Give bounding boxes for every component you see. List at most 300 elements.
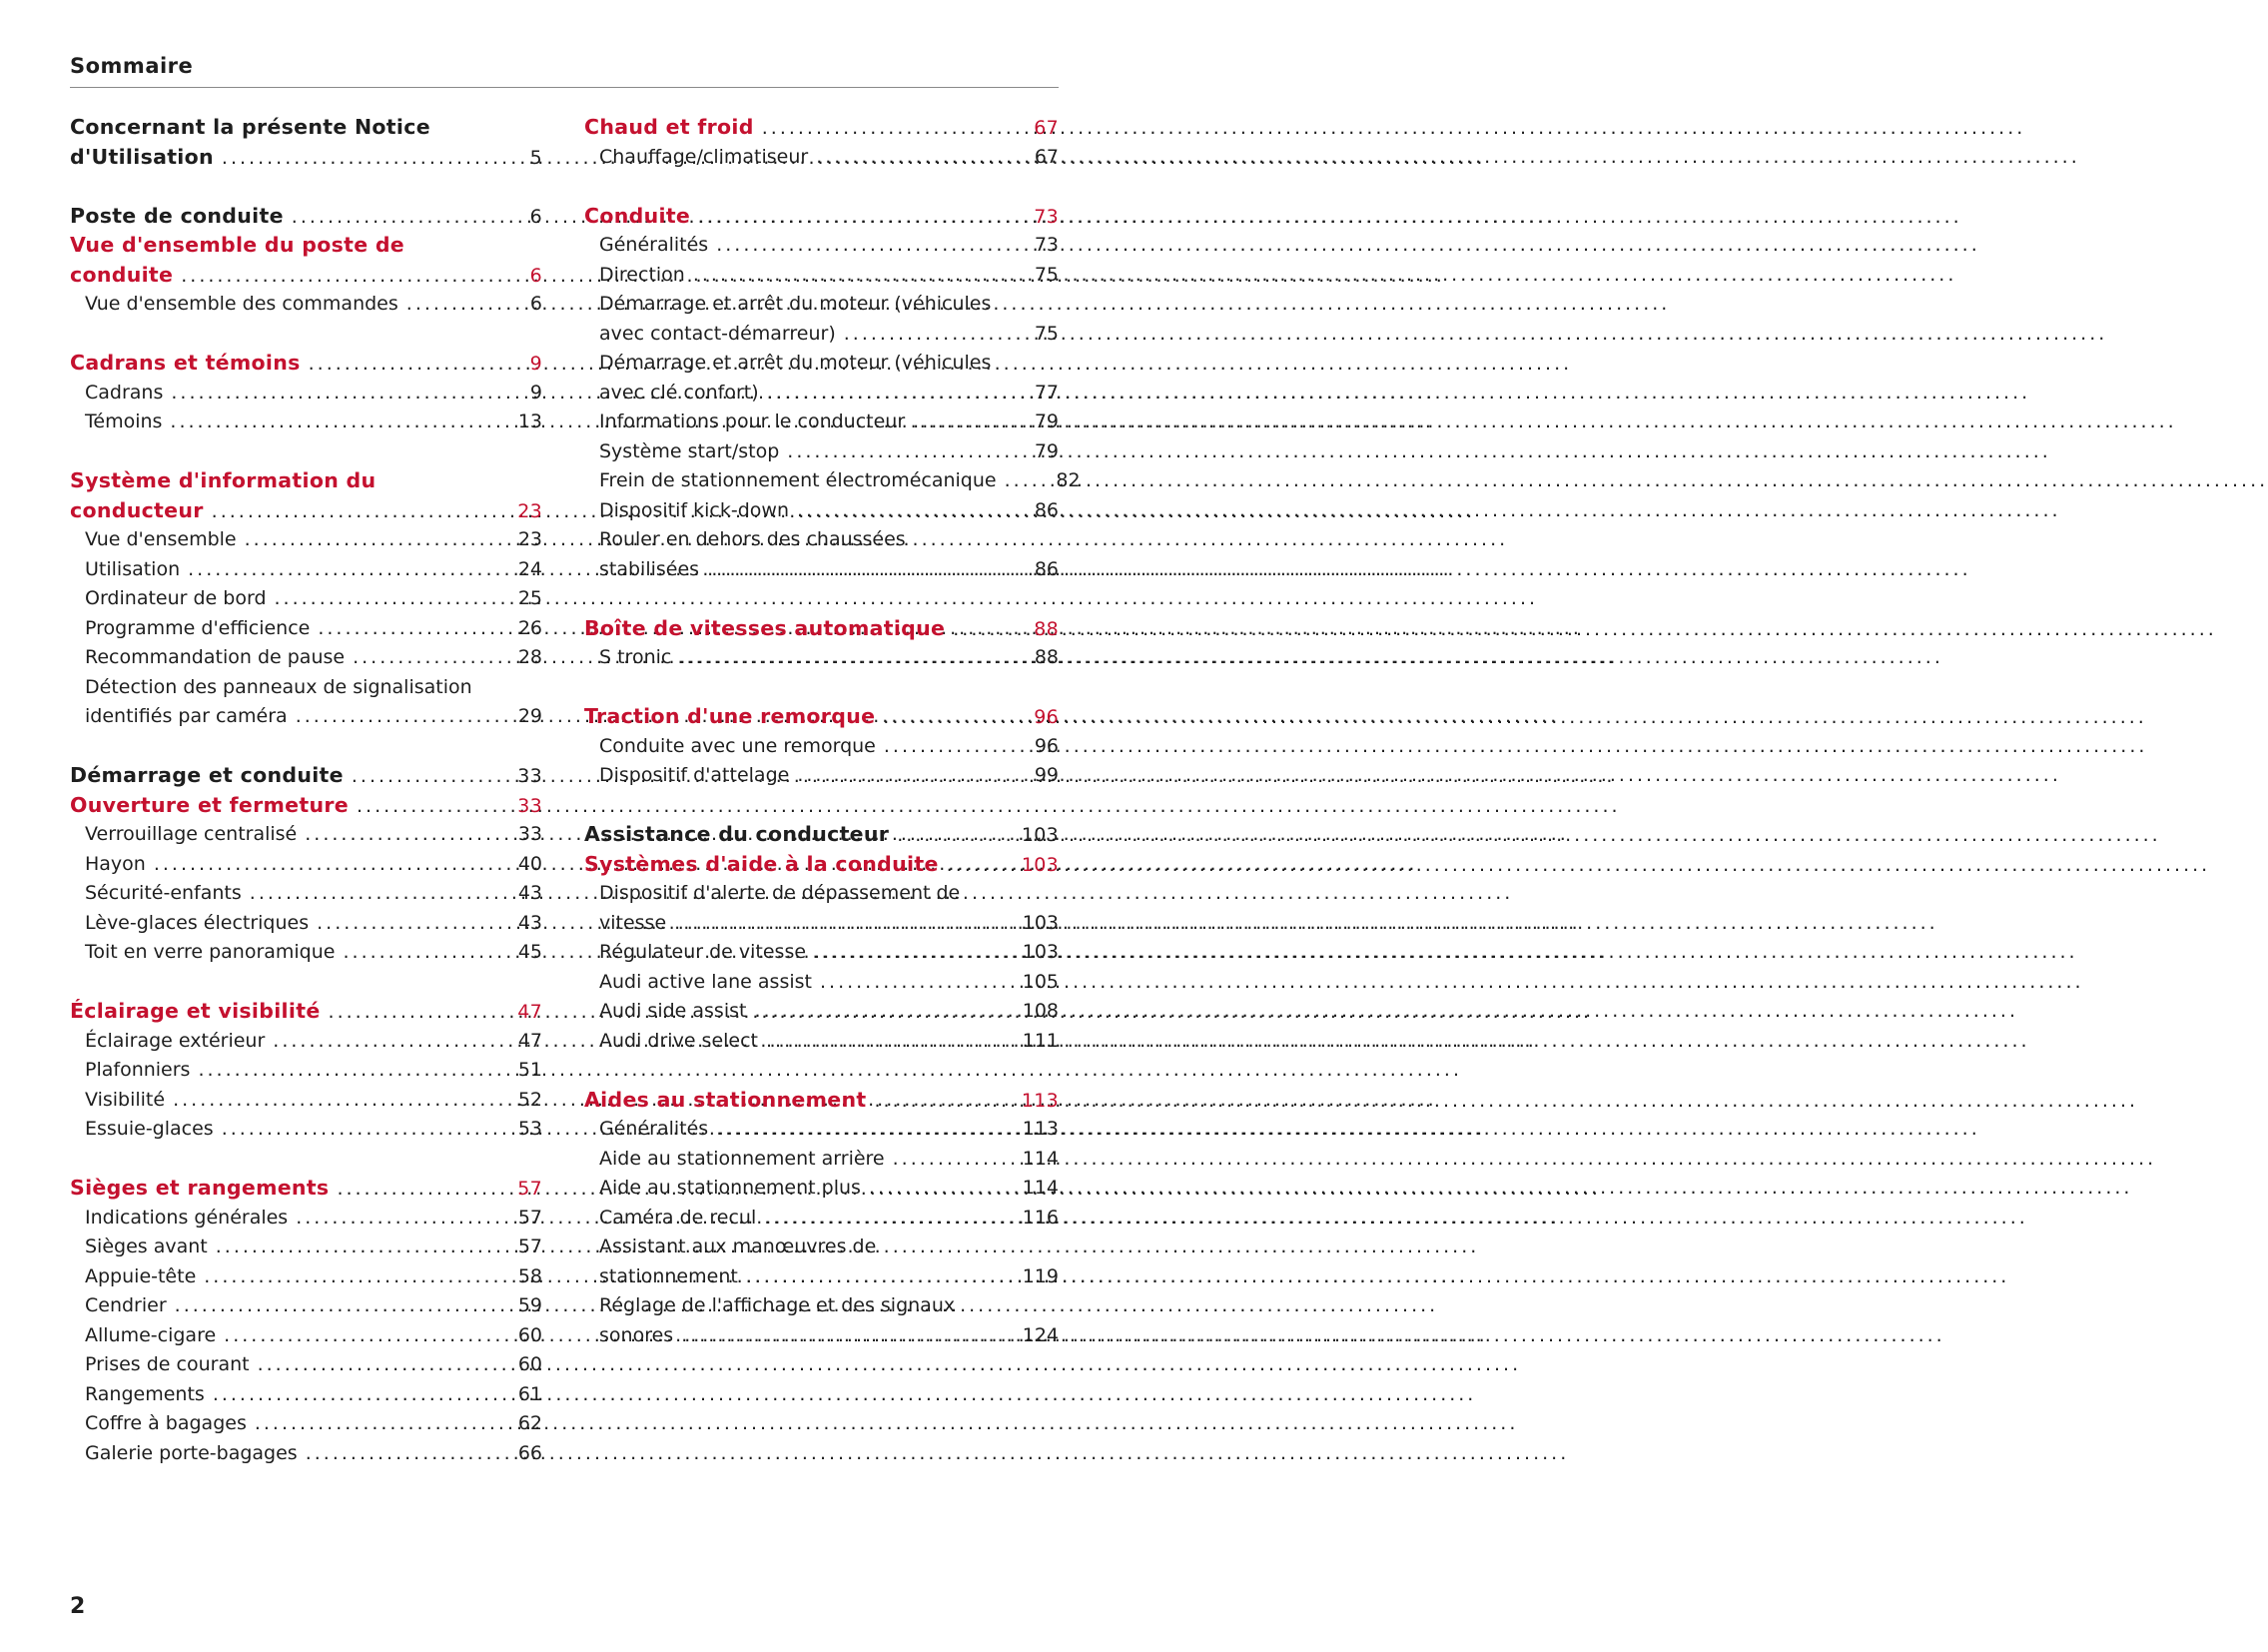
toc-entry-title: avec contact-démarreur)	[599, 322, 836, 345]
toc-entry-title: conducteur	[70, 497, 204, 522]
dot-leader	[814, 938, 997, 968]
dot-leader	[250, 879, 480, 909]
toc-entry-line	[599, 732, 1059, 762]
toc-section-entry[interactable]	[584, 1115, 1059, 1145]
toc-entry-title: Démarrage et arrêt du moteur (véhicules	[599, 352, 992, 374]
toc-page-number: 45	[517, 941, 542, 963]
toc-page-number: 103	[1022, 941, 1059, 963]
toc-page-number: 51	[517, 1059, 542, 1081]
toc-entry-line	[599, 1291, 1059, 1321]
toc-entry-line	[599, 1027, 1059, 1057]
toc-chapter-entry[interactable]	[70, 113, 542, 172]
toc-page-number: 75	[1034, 322, 1059, 345]
toc-entry-line	[599, 1262, 1059, 1292]
toc-page-number: 88	[1034, 646, 1059, 668]
toc-section-entry[interactable]	[70, 643, 542, 673]
dot-leader	[224, 1321, 480, 1351]
dot-leader	[797, 761, 997, 791]
section-spacer	[584, 1056, 1059, 1086]
toc-page-number: 28	[517, 646, 542, 668]
toc-entry-line	[584, 820, 1059, 850]
toc-page-number: 47	[517, 1001, 542, 1023]
toc-section-entry[interactable]	[70, 614, 542, 644]
toc-entry-line	[599, 1115, 1059, 1145]
toc-entry-line	[599, 761, 1059, 791]
dot-leader	[874, 1087, 997, 1117]
toc-page-number: 67	[1034, 117, 1059, 139]
dot-leader	[343, 938, 480, 968]
toc-page-number: 116	[1022, 1206, 1059, 1229]
dot-leader	[306, 1439, 480, 1469]
toc-entry-line	[85, 290, 542, 320]
toc-section-entry[interactable]	[584, 290, 1059, 349]
toc-entry-line	[599, 643, 1059, 673]
toc-page-number: 86	[1034, 557, 1059, 580]
toc-entry-title: identifiés par caméra	[85, 705, 288, 727]
toc-section-entry[interactable]	[584, 879, 1059, 938]
toc-entry-title: Vue d'ensemble	[85, 528, 237, 550]
toc-entry-title: stabilisées	[599, 557, 700, 580]
dot-leader	[679, 643, 997, 673]
dot-leader	[681, 1321, 997, 1351]
toc-entry-line	[85, 1350, 542, 1380]
toc-section-entry[interactable]	[70, 1380, 542, 1410]
dot-leader	[170, 408, 480, 437]
toc-entry-title: Système d'information du	[70, 468, 377, 492]
toc-entry-title: Chaud et froid	[584, 115, 754, 139]
toc-page-number: 82	[1056, 469, 1081, 491]
toc-entry-title: Sièges et rangements	[70, 1176, 330, 1200]
toc-section-entry[interactable]	[70, 408, 542, 437]
toc-entry-line	[85, 879, 542, 909]
toc-section-entry[interactable]	[70, 1204, 542, 1234]
toc-entry-title: Essuie-glaces	[85, 1118, 214, 1140]
toc-entry-line	[85, 614, 542, 644]
toc-entry-title: Hayon	[85, 852, 146, 875]
toc-section-entry[interactable]	[70, 1321, 542, 1351]
toc-entry-title: Informations pour le conducteur	[599, 411, 906, 432]
toc-section-entry[interactable]	[70, 850, 542, 880]
dot-leader	[1005, 466, 1019, 496]
toc-entry-title: Chauffage/climatiseur	[599, 145, 809, 168]
toc-page-number: 75	[1034, 263, 1059, 286]
section-spacer	[584, 791, 1059, 821]
page-number: 2	[70, 1594, 86, 1619]
toc-section-entry[interactable]	[584, 261, 1059, 291]
toc-entry-line	[584, 202, 1059, 232]
dot-leader	[309, 350, 480, 380]
toc-section-entry[interactable]	[584, 525, 1059, 584]
toc-entry-title: Détection des panneaux de signalisation	[85, 675, 472, 698]
toc-section-entry[interactable]	[70, 525, 542, 555]
toc-chapter-entry[interactable]	[70, 466, 542, 525]
toc-entry-title: Rouler en dehors des chaussées	[599, 528, 906, 550]
toc-page-number: 40	[517, 852, 542, 875]
toc-chapter-entry[interactable]	[70, 761, 542, 791]
toc-section-entry[interactable]	[584, 143, 1059, 173]
toc-entry-line	[70, 202, 542, 232]
toc-entry-title: Audi active lane assist	[599, 970, 812, 993]
dot-leader	[181, 262, 480, 292]
toc-entry-line	[599, 525, 1059, 555]
toc-entry-line	[584, 614, 1059, 644]
toc-entry-title: Poste de conduite	[70, 203, 284, 228]
toc-entry-title: Toit en verre panoramique	[85, 941, 336, 963]
toc-entry-title: Dispositif kick-down	[599, 498, 789, 521]
toc-entry-line	[599, 290, 1059, 320]
toc-page-number: 79	[1034, 439, 1059, 462]
toc-entry-title: conduite	[70, 262, 174, 287]
toc-page-number: 103	[1021, 853, 1059, 876]
toc-chapter-entry[interactable]	[584, 820, 1059, 850]
toc-entry-line	[70, 349, 542, 379]
toc-section-entry[interactable]	[584, 997, 1059, 1027]
toc-entry-line	[85, 1115, 542, 1145]
dot-leader	[913, 408, 997, 437]
toc-chapter-entry[interactable]	[584, 202, 1059, 232]
toc-section-entry[interactable]	[70, 1027, 542, 1057]
dot-leader	[764, 1204, 997, 1234]
toc-entry-title: Conduite avec une remorque	[599, 734, 876, 757]
toc-column-left	[70, 113, 542, 1468]
dot-leader	[216, 1233, 480, 1262]
toc-section-entry[interactable]	[584, 732, 1059, 762]
dot-leader	[754, 997, 997, 1027]
toc-section-entry[interactable]	[70, 379, 542, 409]
toc-section-entry[interactable]	[70, 673, 542, 732]
toc-entry-line	[599, 1204, 1059, 1234]
toc-page-number: 43	[517, 911, 542, 934]
toc-entry-line	[599, 231, 1059, 261]
toc-entry-title: Réglage de l'affichage et des signaux	[599, 1294, 956, 1316]
toc-page-number: 124	[1022, 1323, 1059, 1346]
toc-page-number: 43	[517, 882, 542, 904]
toc-entry-line	[599, 1145, 1059, 1175]
toc-entry-line	[70, 143, 542, 173]
dot-leader	[797, 496, 997, 526]
toc-section-entry[interactable]	[584, 968, 1059, 998]
toc-page-number: 96	[1034, 706, 1059, 728]
toc-entry-title: Boîte de vitesses automatique	[584, 615, 946, 640]
toc-entry-title: Direction	[599, 263, 685, 286]
toc-entry-title: Allume-cigare	[85, 1323, 217, 1346]
toc-entry-title: Démarrage et conduite	[70, 763, 344, 787]
toc-entry-title: Rangements	[85, 1382, 205, 1405]
toc-page-number: 57	[517, 1206, 542, 1229]
dot-leader	[357, 792, 480, 822]
toc-entry-title: Dispositif d'alerte de dépassement de	[599, 882, 961, 904]
toc-entry-line	[85, 584, 542, 614]
dot-leader	[353, 643, 480, 673]
dot-leader	[318, 614, 480, 644]
toc-page-number: 61	[517, 1382, 542, 1405]
toc-section-entry[interactable]	[584, 437, 1059, 467]
toc-page-number: 96	[1034, 734, 1059, 757]
dot-leader	[767, 379, 997, 409]
toc-entry-line	[70, 791, 542, 821]
toc-entry-line	[70, 466, 542, 496]
toc-entry-line	[85, 1291, 542, 1321]
toc-section-entry[interactable]	[70, 290, 542, 320]
page-title: Sommaire	[70, 54, 194, 78]
section-spacer	[70, 320, 542, 350]
toc-section-entry[interactable]	[584, 1204, 1059, 1234]
toc-section-entry[interactable]	[70, 1086, 542, 1116]
toc-section-entry[interactable]	[584, 408, 1059, 437]
toc-entry-title: Lève-glaces électriques	[85, 911, 310, 934]
toc-section-entry[interactable]	[584, 1174, 1059, 1204]
toc-page-number: 119	[1022, 1264, 1059, 1287]
section-spacer	[584, 673, 1059, 703]
toc-entry-line	[599, 1233, 1059, 1262]
toc-entry-title: Ordinateur de bord	[85, 587, 267, 609]
toc-entry-line	[85, 1056, 542, 1086]
toc-page-number: 25	[517, 587, 542, 609]
dot-leader	[296, 702, 480, 732]
dot-leader	[204, 1262, 480, 1292]
toc-page-number: 66	[517, 1441, 542, 1464]
toc-entry-line	[85, 850, 542, 880]
dot-leader	[296, 1204, 480, 1234]
toc-section-entry[interactable]	[70, 1056, 542, 1086]
toc-page-number: 6	[529, 264, 542, 287]
toc-page-number: 113	[1022, 1118, 1059, 1140]
toc-section-entry[interactable]	[70, 1233, 542, 1262]
toc-page-number: 77	[1034, 381, 1059, 404]
toc-entry-line	[599, 1174, 1059, 1204]
dot-leader	[884, 732, 997, 762]
dot-leader	[305, 820, 480, 850]
toc-entry-line	[599, 466, 1081, 496]
toc-entry-title: S tronic	[599, 646, 672, 668]
dot-leader	[222, 144, 480, 174]
toc-entry-title: Aides au stationnement	[584, 1087, 867, 1112]
toc-entry-line	[85, 1204, 542, 1234]
toc-chapter-entry[interactable]	[70, 231, 542, 290]
dot-leader	[317, 909, 480, 939]
toc-page-number: 86	[1034, 498, 1059, 521]
toc-entry-title: Appuie-tête	[85, 1264, 197, 1287]
dot-leader	[171, 379, 480, 409]
section-spacer	[70, 172, 542, 202]
toc-page-number: 111	[1022, 1029, 1059, 1052]
toc-entry-title: Éclairage extérieur	[85, 1029, 266, 1052]
toc-page-number: 99	[1034, 764, 1059, 786]
toc-entry-title: Régulateur de vitesse	[599, 941, 807, 963]
toc-entry-line	[85, 1262, 542, 1292]
toc-entry-line	[70, 761, 542, 791]
toc-section-entry[interactable]	[584, 1233, 1059, 1291]
toc-entry-line	[599, 261, 1059, 291]
toc-entry-title: Coffre à bagages	[85, 1412, 247, 1434]
dot-leader	[947, 851, 997, 881]
toc-entry-line	[85, 909, 542, 939]
toc-entry-line	[85, 379, 542, 409]
toc-chapter-entry[interactable]	[584, 113, 1059, 143]
toc-section-entry[interactable]	[70, 1291, 542, 1321]
toc-page-number: 73	[1034, 205, 1059, 228]
dot-leader	[883, 703, 997, 733]
toc-section-entry[interactable]	[70, 1409, 542, 1439]
dot-leader	[766, 1027, 997, 1057]
toc-entry-line	[70, 496, 542, 526]
toc-entry-line	[85, 938, 542, 968]
toc-page-number: 52	[517, 1088, 542, 1111]
toc-section-entry[interactable]	[584, 349, 1059, 408]
toc-page-number: 62	[517, 1412, 542, 1434]
toc-page-number: 33	[517, 765, 542, 787]
toc-page-number: 108	[1022, 1000, 1059, 1022]
toc-section-entry[interactable]	[584, 231, 1059, 261]
dot-leader	[746, 1262, 997, 1292]
toc-entry-line	[599, 997, 1059, 1027]
toc-entry-line	[599, 143, 1059, 173]
toc-entry-line	[599, 968, 1059, 998]
toc-entry-line	[584, 850, 1059, 880]
toc-entry-title: Frein de stationnement électromécanique	[599, 469, 997, 491]
dot-leader	[953, 615, 997, 645]
toc-entry-title: Cendrier	[85, 1294, 167, 1316]
toc-section-entry[interactable]	[70, 879, 542, 909]
dot-leader	[275, 584, 480, 614]
toc-page-number: 79	[1034, 411, 1059, 432]
toc-chapter-entry[interactable]	[70, 1174, 542, 1204]
toc-section-entry[interactable]	[584, 496, 1059, 526]
section-spacer	[70, 1145, 542, 1175]
toc-entry-title: Systèmes d'aide à la conduite	[584, 851, 939, 876]
dot-leader	[820, 968, 997, 998]
dot-leader	[188, 555, 480, 585]
toc-entry-line	[599, 1321, 1059, 1351]
toc-page-number: 73	[1034, 234, 1059, 256]
toc-entry-title: Programme d'efficience	[85, 616, 311, 639]
toc-page-number: 114	[1022, 1147, 1059, 1170]
toc-section-entry[interactable]	[70, 820, 542, 850]
dot-leader	[154, 850, 480, 880]
toc-entry-title: Galerie porte-bagages	[85, 1441, 298, 1464]
toc-entry-title: avec clé confort)	[599, 381, 759, 404]
section-spacer	[70, 968, 542, 998]
toc-entry-line	[599, 555, 1059, 585]
toc-page-number: 60	[517, 1353, 542, 1375]
toc-column-right	[584, 113, 1081, 1350]
toc-section-entry[interactable]	[584, 938, 1059, 968]
toc-entry-line	[599, 408, 1059, 437]
toc-entry-title: Utilisation	[85, 557, 181, 580]
dot-leader	[273, 1027, 480, 1057]
toc-entry-line	[599, 320, 1059, 350]
toc-entry-line	[70, 997, 542, 1027]
toc-section-entry[interactable]	[70, 1350, 542, 1380]
toc-section-entry[interactable]	[70, 1439, 542, 1469]
toc-page-number: 6	[529, 205, 542, 228]
dot-leader	[213, 1380, 480, 1410]
toc-entry-line	[70, 261, 542, 291]
dot-leader	[707, 555, 997, 585]
toc-chapter-entry[interactable]	[584, 614, 1059, 644]
toc-chapter-entry[interactable]	[584, 1086, 1059, 1116]
toc-page-number: 33	[517, 794, 542, 817]
toc-section-entry[interactable]	[70, 555, 542, 585]
toc-entry-title: Traction d'une remorque	[584, 704, 876, 728]
toc-page-number: 26	[517, 616, 542, 639]
dot-leader	[292, 203, 480, 233]
toc-entry-line	[584, 702, 1059, 732]
toc-section-entry[interactable]	[584, 643, 1059, 673]
toc-section-entry[interactable]	[70, 1115, 542, 1145]
toc-section-entry[interactable]	[70, 584, 542, 614]
dot-leader	[198, 1056, 480, 1086]
toc-chapter-entry[interactable]	[70, 791, 542, 821]
toc-section-entry[interactable]	[584, 761, 1059, 791]
toc-section-entry[interactable]	[584, 1027, 1059, 1057]
toc-entry-title: Démarrage et arrêt du moteur (véhicules	[599, 293, 992, 315]
toc-entry-line	[85, 820, 542, 850]
toc-page-number: 114	[1022, 1177, 1059, 1199]
dot-leader	[716, 1115, 997, 1145]
toc-entry-title: sonores	[599, 1323, 674, 1346]
dot-leader	[844, 320, 997, 350]
toc-entry-line	[85, 702, 542, 732]
toc-page-number: 57	[517, 1178, 542, 1200]
toc-section-entry[interactable]	[70, 1262, 542, 1292]
dot-leader	[716, 231, 997, 261]
toc-page-number: 67	[1034, 145, 1059, 168]
toc-section-entry[interactable]	[584, 1291, 1059, 1350]
toc-entry-title: Vue d'ensemble du poste de	[70, 233, 405, 257]
section-spacer	[584, 172, 1059, 202]
toc-chapter-entry[interactable]	[70, 997, 542, 1027]
toc-page-number: 9	[529, 381, 542, 404]
toc-entry-line	[85, 1439, 542, 1469]
toc-section-entry[interactable]	[584, 466, 1081, 496]
toc-entry-title: d'Utilisation	[70, 144, 214, 169]
toc-page-number: 29	[517, 705, 542, 727]
toc-entry-title: Assistant aux manœuvres de	[599, 1236, 877, 1257]
toc-chapter-entry[interactable]	[584, 850, 1059, 880]
toc-page-number: 23	[517, 528, 542, 550]
toc-page-number: 58	[517, 1264, 542, 1287]
toc-chapter-entry[interactable]	[584, 702, 1059, 732]
toc-chapter-entry[interactable]	[70, 202, 542, 232]
dot-leader	[787, 437, 997, 467]
toc-page-number: 105	[1022, 970, 1059, 993]
toc-entry-line	[70, 113, 542, 143]
toc-entry-line	[599, 437, 1059, 467]
toc-entry-title: Dispositif d'attelage	[599, 764, 790, 786]
toc-entry-line	[85, 1233, 542, 1262]
toc-page-number: 103	[1021, 824, 1059, 846]
toc-entry-line	[599, 879, 1059, 909]
toc-section-entry[interactable]	[70, 938, 542, 968]
toc-entry-line	[85, 525, 542, 555]
toc-entry-line	[85, 1321, 542, 1351]
toc-section-entry[interactable]	[584, 1145, 1059, 1175]
toc-page-number: 57	[517, 1236, 542, 1257]
toc-page-number: 60	[517, 1323, 542, 1346]
toc-entry-title: Cadrans	[85, 381, 164, 404]
toc-entry-title: Assistance du conducteur	[584, 822, 890, 846]
dot-leader	[212, 497, 480, 527]
toc-entry-title: Témoins	[85, 411, 163, 432]
dot-leader	[258, 1350, 480, 1380]
toc-page-number: 53	[517, 1118, 542, 1140]
page-header	[70, 52, 1059, 88]
toc-chapter-entry[interactable]	[70, 349, 542, 379]
toc-entry-title: Système start/stop	[599, 439, 780, 462]
section-spacer	[584, 584, 1059, 614]
toc-section-entry[interactable]	[70, 909, 542, 939]
